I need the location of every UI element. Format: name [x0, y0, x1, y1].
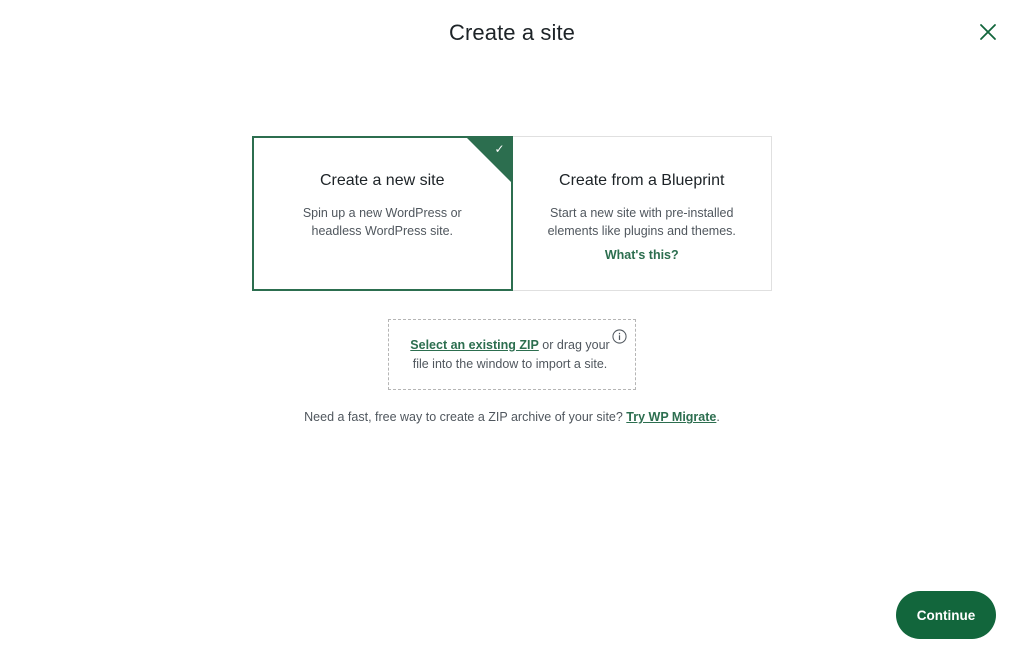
- continue-button[interactable]: Continue: [896, 591, 996, 639]
- site-creation-options: [252, 136, 772, 291]
- footnote-text-after: .: [716, 410, 720, 425]
- dropzone-text: or drag your file into the window to import a site.: [412, 337, 610, 371]
- info-icon[interactable]: [612, 329, 627, 344]
- option-create-new-site-description: Spin up a new WordPress or headless WordPress site.: [302, 205, 462, 238]
- option-create-new-site-title: Create a new site: [319, 171, 445, 189]
- check-icon: ✓: [494, 141, 505, 156]
- option-create-from-blueprint-description: Start a new site with pre-installed elements like plugins and themes.: [547, 205, 736, 238]
- whats-this-link[interactable]: What's this?: [604, 247, 679, 262]
- option-create-new-site[interactable]: [252, 136, 513, 291]
- zip-dropzone[interactable]: [388, 319, 636, 391]
- option-create-from-blueprint[interactable]: [512, 136, 773, 291]
- option-create-from-blueprint-title: Create from a Blueprint: [559, 171, 725, 189]
- page-title: Create a site: [448, 20, 576, 45]
- select-existing-zip-link[interactable]: Select an existing ZIP: [410, 337, 539, 352]
- footnote-text-before: Need a fast, free way to create a ZIP archive of your site?: [304, 410, 627, 425]
- try-wp-migrate-link[interactable]: Try WP Migrate: [626, 410, 717, 425]
- wp-migrate-footnote: [304, 410, 720, 424]
